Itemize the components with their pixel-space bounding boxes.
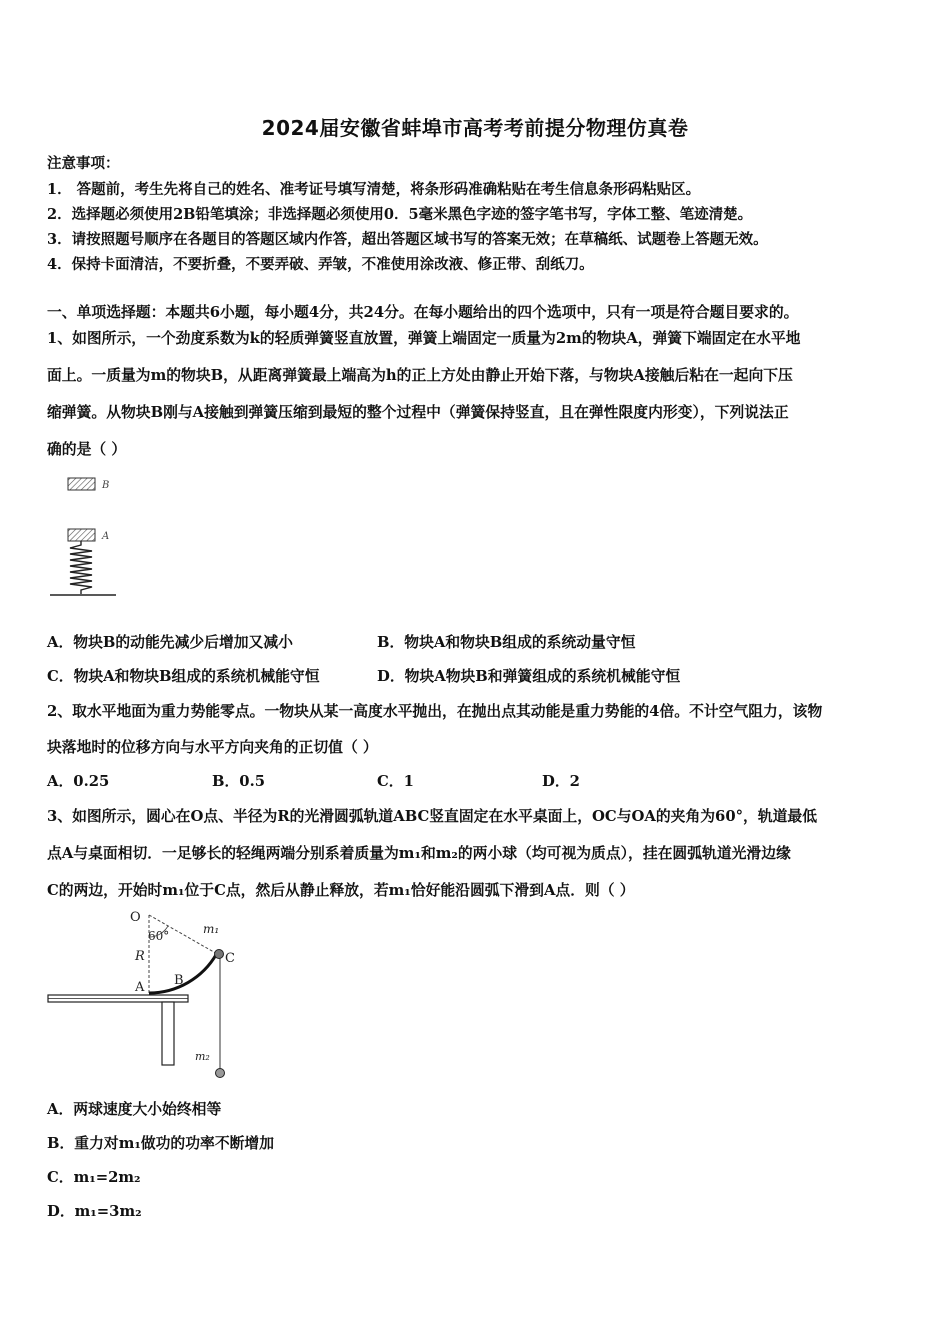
q3-line: 点A与桌面相切．一足够长的轻绳两端分别系着质量为m₁和m₂的两小球（均可视为质点），挂在圆弧轨道光滑边缘 — [47, 845, 791, 862]
q3-option-a: A．两球速度大小始终相等 — [47, 1101, 222, 1118]
q1-option-a: A．物块B的动能先减少后增加又减小 — [47, 634, 293, 651]
label-m2: m₂ — [195, 1050, 210, 1063]
label-m1: m₁ — [203, 922, 220, 936]
q1-option-c: C．物块A和物块B组成的系统机械能守恒 — [47, 668, 320, 685]
q2-line: 块落地时的位移方向与水平方向夹角的正切值（ ） — [47, 739, 378, 756]
q2-option-d: D．2 — [542, 773, 580, 790]
q2-option-a: A．0.25 — [47, 773, 110, 790]
block-b-label: B — [102, 480, 110, 491]
q3-line: C的两边，开始时m₁位于C点，然后从静止释放，若m₁恰好能沿圆弧下滑到A点．则（ ） — [47, 882, 635, 899]
spring-figure — [44, 470, 134, 605]
q1-line: 1、如图所示，一个劲度系数为k的轻质弹簧竖直放置，弹簧上端固定一质量为2m的物块A，弹簧下端固定在水平地 — [47, 330, 801, 347]
q1-line: 确的是（ ） — [47, 441, 127, 458]
label-o: O — [130, 910, 141, 925]
notice-item: 1． 答题前，考生先将自己的姓名、准考证号填写清楚，将条形码准确粘贴在考生信息条形码粘贴区。 — [47, 181, 701, 198]
arc-figure — [44, 905, 254, 1085]
block-b — [68, 478, 95, 490]
section-heading: 一、单项选择题：本题共6小题，每小题4分，共24分。在每小题给出的四个选项中，只有一项是符合题目要求的。 — [47, 304, 799, 321]
q3-option-b: B．重力对m₁做功的功率不断增加 — [47, 1135, 275, 1152]
notice-item: 2．选择题必须使用2B铅笔填涂；非选择题必须使用0．5毫米黑色字迹的签字笔书写，字体工整、笔迹清楚。 — [47, 206, 753, 223]
q1-option-b: B．物块A和物块B组成的系统动量守恒 — [377, 634, 636, 651]
notice-heading: 注意事项： — [47, 155, 120, 172]
notice-item: 4．保持卡面清洁，不要折叠，不要弄破、弄皱，不准使用涂改液、修正带、刮纸刀。 — [47, 256, 594, 273]
page-title: 2024届安徽省蚌埠市高考考前提分物理仿真卷 — [261, 116, 689, 140]
q1-option-d: D．物块A物块B和弹簧组成的系统机械能守恒 — [377, 668, 681, 685]
spring — [70, 541, 92, 594]
label-a: A — [135, 980, 145, 995]
label-c: C — [225, 951, 235, 966]
label-angle: 60° — [148, 929, 170, 943]
label-b: B — [174, 973, 184, 988]
block-a — [68, 529, 95, 541]
ball-m2 — [216, 1069, 225, 1078]
q2-line: 2、取水平地面为重力势能零点。一物块从某一高度水平抛出，在抛出点其动能是重力势能的4倍。不计空气阻力，该物 — [47, 703, 823, 720]
block-a-label: A — [102, 531, 110, 542]
q3-option-c: C．m₁=2m₂ — [47, 1169, 141, 1186]
q1-line: 面上。一质量为m的物块B，从距离弹簧最上端高为h的正上方处由静止开始下落，与物块A接触后粘在一起向下压 — [47, 367, 793, 384]
label-r: R — [135, 949, 145, 964]
q3-line: 3、如图所示，圆心在O点、半径为R的光滑圆弧轨道ABC竖直固定在水平桌面上，OC与OA的夹角为60°，轨道最低 — [47, 808, 818, 825]
table-leg — [162, 1002, 174, 1065]
q1-line: 缩弹簧。从物块B刚与A接触到弹簧压缩到最短的整个过程中（弹簧保持竖直，且在弹性限度内形变），下列说法正 — [47, 404, 789, 421]
notice-item: 3．请按照题号顺序在各题目的答题区域内作答，超出答题区域书写的答案无效；在草稿纸、试题卷上答题无效。 — [47, 231, 768, 248]
q2-option-c: C．1 — [377, 773, 414, 790]
q3-option-d: D．m₁=3m₂ — [47, 1203, 142, 1220]
q2-option-b: B．0.5 — [212, 773, 266, 790]
ball-m1 — [215, 950, 224, 959]
